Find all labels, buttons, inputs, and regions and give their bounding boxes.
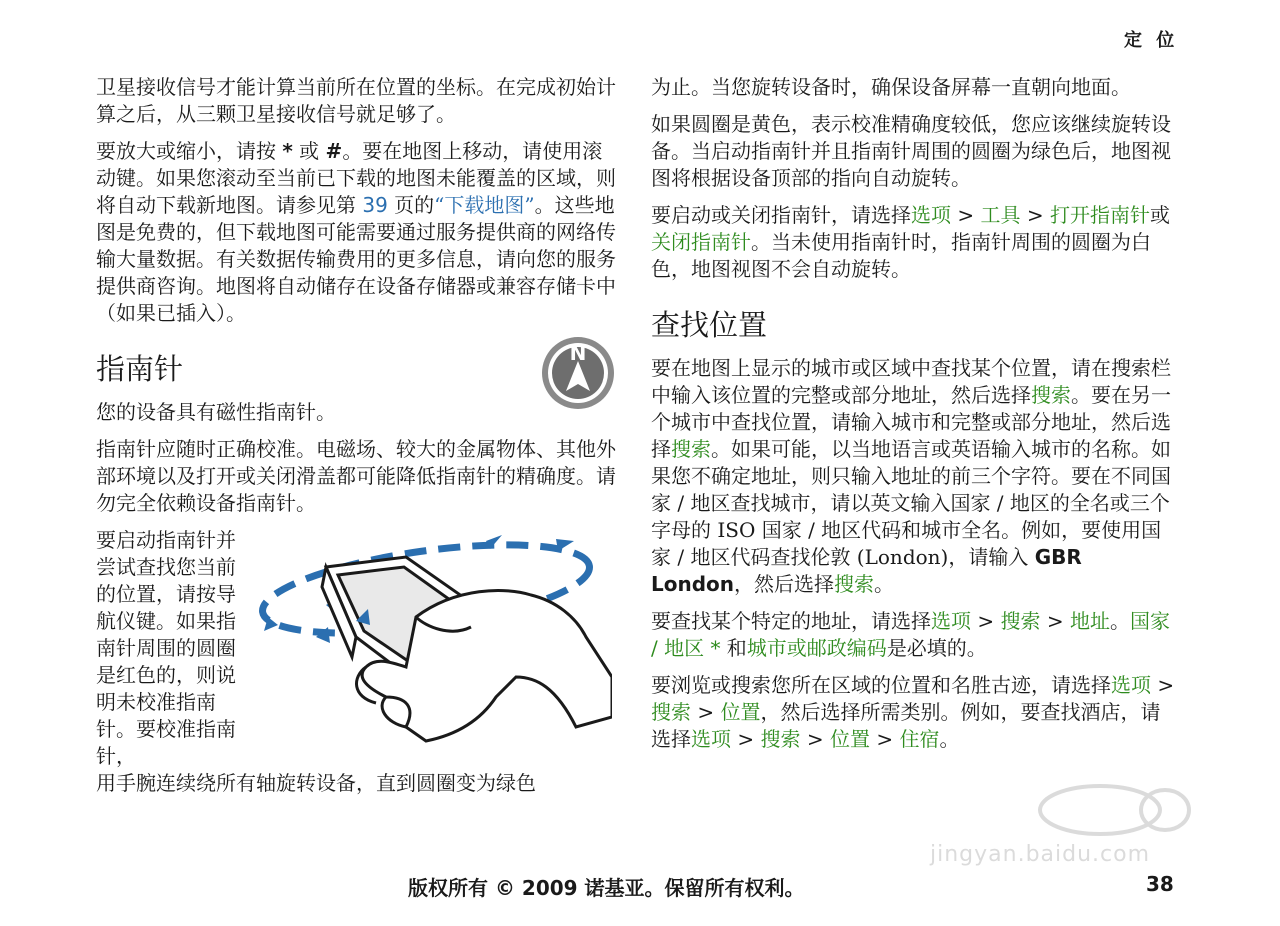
menu-separator: > [1151, 673, 1175, 697]
page-ref-link[interactable]: 39 [362, 193, 388, 217]
watermark-text: jingyan.baidu.com [930, 842, 1151, 867]
text-fragment: 要放大或缩小，请按 [96, 139, 283, 163]
text-fragment: 或 [292, 139, 326, 163]
field-city-postcode[interactable]: 城市或邮政编码 [746, 636, 887, 660]
paragraph-calibrate-rest: 用手腕连续绕所有轴旋转设备，直到圆圈变为绿色 [96, 771, 536, 795]
menu-close-compass[interactable]: 关闭指南针 [651, 230, 751, 254]
menu-separator: > [1020, 203, 1050, 227]
right-column [651, 74, 1176, 763]
menu-tools[interactable]: 工具 [980, 203, 1021, 227]
menu-search[interactable]: 搜索 [834, 572, 875, 596]
text-fragment: 。当未使用指南针时，指南针周围的圆圈为白色，地图视图不会自动旋转。 [651, 230, 1151, 281]
text-fragment: 。如果可能，以当地语言或英语输入城市的名称。如果您不确定地址，则只输入地址的前三个字符。要在不同国家 / 地区查找城市，请以英文输入国家 / 地区的全名或三个字母的 ISO 国家 / 地区代码和城市全名。例如，要使用国家 / 地区代码查找伦敦 (London)，请输入 [651, 437, 1171, 569]
section-header: 定 位 [1124, 30, 1179, 51]
paragraph-yellow-circle: 如果圆圈是黄色，表示校准精确度较低，您应该继续旋转设备。当启动指南针并且指南针周围的圆圈为绿色后，地图视图将根据设备顶部的指向自动旋转。 [651, 112, 1171, 190]
compass-heading: 指南针 [96, 352, 184, 386]
paragraph-zoom [96, 138, 616, 327]
menu-search[interactable]: 搜索 [760, 727, 801, 751]
text-fragment: 。 [874, 572, 895, 596]
example-input: GBR London [651, 545, 1082, 596]
menu-options[interactable]: 选项 [911, 203, 951, 227]
paragraph-browse-places [651, 672, 1176, 753]
menu-search[interactable]: 搜索 [1000, 609, 1041, 633]
star-key: * [282, 139, 293, 163]
find-location-heading: 查找位置 [651, 308, 768, 342]
phone-rotation-illustration [256, 527, 612, 749]
compass-icon [540, 335, 616, 411]
text-fragment: 。要在另一个城市中查找位置，请输入城市和完整或部分地址，然后选择 [651, 383, 1171, 461]
paragraph-compass-calibrate: 指南针应随时正确校准。电磁场、较大的金属物体、其他外部环境以及打开或关闭滑盖都可能降低指南针的精确度。请勿完全依赖设备指南针。 [96, 437, 616, 515]
paragraph-toggle-compass [651, 202, 1176, 283]
menu-separator: > [1040, 609, 1070, 633]
menu-search[interactable]: 搜索 [671, 437, 711, 461]
menu-open-compass[interactable]: 打开指南针 [1049, 203, 1150, 227]
field-country[interactable]: 国家 / 地区 * [651, 609, 1170, 660]
paragraph-start-compass: 要启动指南针并尝试查找您当前的位置，请按导航仪键。如果指南针周围的圆圈是红色的，则说明未校准指南针。要校准指南针， [96, 528, 236, 768]
menu-separator: > [869, 727, 900, 751]
paragraph-satellite: 卫星接收信号才能计算当前所在位置的坐标。在完成初始计算之后，从三颗卫星接收信号就足够了。 [96, 75, 616, 126]
paragraph-rotate: 为止。当您旋转设备时，确保设备屏幕一直朝向地面。 [651, 75, 1131, 99]
menu-separator: > [951, 203, 981, 227]
menu-separator: > [971, 609, 1001, 633]
compass-letter: N [569, 341, 587, 365]
menu-separator: > [731, 727, 761, 751]
text-fragment: ，然后选择 [734, 572, 835, 596]
text-fragment: 页的 [387, 193, 435, 217]
menu-options[interactable]: 选项 [691, 727, 731, 751]
text-fragment: 要查找某个特定的地址，请选择 [651, 609, 931, 633]
download-maps-link[interactable]: “下载地图” [434, 193, 535, 217]
text-fragment: 。 [1109, 609, 1130, 633]
menu-search[interactable]: 搜索 [1031, 383, 1071, 407]
text-fragment: 。 [939, 727, 960, 751]
text-fragment: 或 [1149, 203, 1170, 227]
text-fragment: 。这些地图是免费的，但下载地图可能需要通过服务提供商的网络传输大量数据。有关数据传输费用的更多信息，请向您的服务提供商咨询。地图将自动储存在设备存储器或兼容存储卡中（如果已插入）。 [96, 193, 616, 325]
text-fragment: 。要在地图上移动，请使用滚动键。如果您滚动至当前已下载的地图未能覆盖的区域，则将自动下载新地图。请参见第 [96, 139, 616, 217]
menu-separator: > [800, 727, 830, 751]
paragraph-specific-address [651, 608, 1176, 662]
footer-copyright: 版权所有 © 2009 诺基亚。保留所有权利。 [408, 876, 805, 900]
text-fragment: 要启动或关闭指南针，请选择 [651, 203, 911, 227]
menu-places[interactable]: 位置 [829, 727, 870, 751]
text-fragment: 和 [720, 636, 747, 660]
menu-separator: > [691, 700, 721, 724]
menu-options[interactable]: 选项 [1111, 673, 1151, 697]
text-fragment: ，然后选择所需类别。例如，要查找酒店，请选择 [651, 700, 1161, 751]
menu-places[interactable]: 位置 [720, 700, 761, 724]
page-number: 38 [1146, 872, 1174, 896]
paragraph-search [651, 355, 1176, 598]
text-fragment: 要在地图上显示的城市或区域中查找某个位置，请在搜索栏中输入该位置的完整或部分地址，然后选择 [651, 356, 1171, 407]
compass-section [96, 341, 616, 389]
paragraph-compass-intro: 您的设备具有磁性指南针。 [96, 400, 336, 424]
menu-options[interactable]: 选项 [931, 609, 971, 633]
text-fragment: 是必填的。 [886, 636, 987, 660]
watermark [930, 780, 1200, 870]
text-fragment: 要浏览或搜索您所在区域的位置和名胜古迹，请选择 [651, 673, 1111, 697]
figure-paragraph [96, 527, 616, 770]
watermark-logo [930, 780, 1200, 840]
menu-search[interactable]: 搜索 [651, 700, 691, 724]
hash-key: # [325, 139, 343, 163]
left-column [96, 74, 616, 807]
menu-accommodation[interactable]: 住宿 [899, 727, 940, 751]
menu-address[interactable]: 地址 [1069, 609, 1110, 633]
